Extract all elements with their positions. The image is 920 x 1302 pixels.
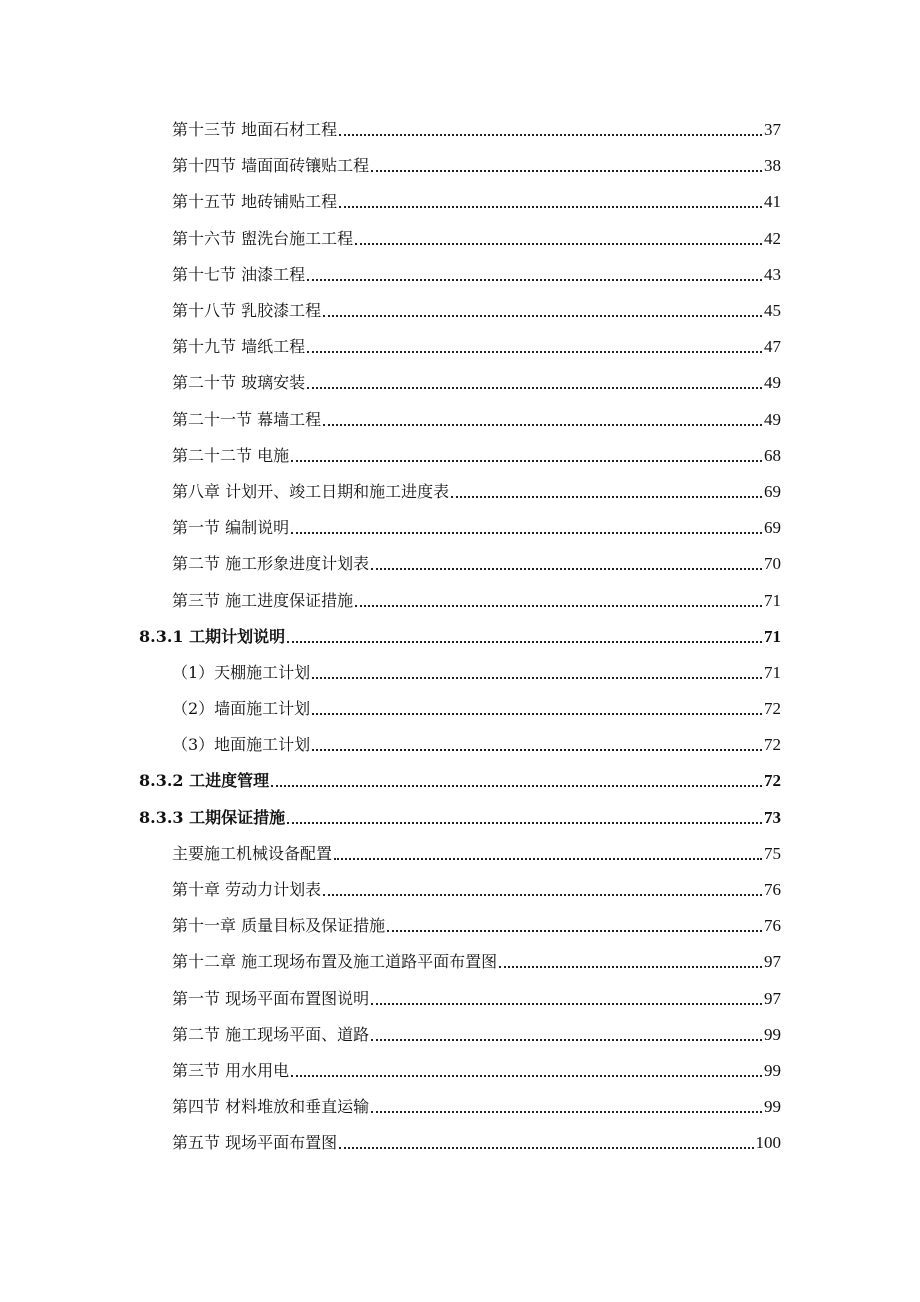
dot-leader (291, 1075, 762, 1077)
toc-entry-page-number: 100 (755, 1133, 781, 1153)
toc-entry-title: （3）地面施工计划 (172, 735, 311, 755)
dot-leader (307, 351, 762, 353)
toc-entry[interactable] (0, 293, 920, 329)
toc-entry[interactable] (0, 148, 920, 184)
toc-entry-page-number: 37 (764, 120, 781, 140)
toc-entry-page-number: 97 (764, 952, 781, 972)
toc-entry[interactable] (0, 329, 920, 365)
toc-entry-title: 第十四节 墙面面砖镶贴工程 (172, 156, 370, 176)
toc-entry-title: （2）墙面施工计划 (172, 699, 311, 719)
dot-leader (371, 1039, 762, 1041)
toc-entry-title: 8.3.1 工期计划说明 (139, 626, 286, 646)
toc-entry-title: 第十五节 地砖铺贴工程 (172, 192, 338, 212)
toc-entry-title: （1）天棚施工计划 (172, 662, 311, 682)
toc-entry-title: 第十章 劳动力计划表 (172, 880, 322, 900)
toc-entry-page-number: 99 (764, 1097, 781, 1117)
toc-entry[interactable] (0, 184, 920, 220)
toc-entry-title: 第十六节 盥洗台施工工程 (172, 228, 354, 248)
toc-entry[interactable] (0, 981, 920, 1017)
toc-entry-title: 第二节 施工现场平面、道路 (172, 1024, 370, 1044)
toc-entry[interactable] (0, 1053, 920, 1089)
toc-entry-title: 第二节 施工形象进度计划表 (172, 554, 370, 574)
toc-entry-page-number: 49 (764, 409, 781, 429)
toc-entry-page-number: 47 (764, 337, 781, 357)
dot-leader (271, 785, 762, 787)
dot-leader (291, 532, 762, 534)
toc-entry-title: 第十三节 地面石材工程 (172, 120, 338, 140)
toc-entry[interactable] (0, 1089, 920, 1125)
toc-entry-page-number: 38 (764, 156, 781, 176)
toc-entry-title: 第十一章 质量目标及保证措施 (172, 916, 386, 936)
toc-entry-page-number: 42 (764, 228, 781, 248)
toc-entry-title: 主要施工机械设备配置 (172, 843, 333, 863)
toc-entry-page-number: 70 (764, 554, 781, 574)
toc-entry[interactable] (0, 691, 920, 727)
toc-entry[interactable] (0, 836, 920, 872)
table-of-contents (0, 112, 920, 1161)
toc-entry-title: 第十二章 施工现场布置及施工道路平面布置图 (172, 952, 498, 972)
toc-entry-page-number: 73 (764, 807, 781, 827)
toc-entry-page-number: 71 (764, 626, 781, 646)
toc-entry-page-number: 75 (764, 843, 781, 863)
dot-leader (287, 641, 762, 643)
toc-entry-page-number: 97 (764, 988, 781, 1008)
toc-entry-page-number: 72 (764, 699, 781, 719)
toc-entry[interactable] (0, 510, 920, 546)
dot-leader (371, 1111, 762, 1113)
toc-entry[interactable] (0, 763, 920, 799)
dot-leader (339, 1147, 753, 1149)
toc-entry[interactable] (0, 546, 920, 582)
dot-leader (307, 387, 762, 389)
toc-entry-title: 第一节 现场平面布置图说明 (172, 988, 370, 1008)
toc-entry-page-number: 99 (764, 1060, 781, 1080)
toc-entry[interactable] (0, 582, 920, 618)
toc-entry-page-number: 99 (764, 1024, 781, 1044)
dot-leader (387, 930, 762, 932)
toc-entry[interactable] (0, 1125, 920, 1161)
dot-leader (355, 243, 762, 245)
toc-entry-title: 8.3.2 工进度管理 (139, 771, 270, 791)
dot-leader (451, 496, 762, 498)
toc-entry-page-number: 68 (764, 445, 781, 465)
toc-entry-page-number: 72 (764, 735, 781, 755)
dot-leader (339, 134, 762, 136)
dot-leader (312, 749, 762, 751)
toc-entry-title: 第八章 计划开、竣工日期和施工进度表 (172, 481, 450, 501)
dot-leader (287, 822, 762, 824)
dot-leader (312, 713, 762, 715)
toc-entry[interactable] (0, 944, 920, 980)
toc-entry-title: 第二十节 玻璃安装 (172, 373, 306, 393)
toc-entry-title: 第三节 施工进度保证措施 (172, 590, 354, 610)
toc-entry[interactable] (0, 619, 920, 655)
toc-entry-title: 第三节 用水用电 (172, 1060, 290, 1080)
toc-entry[interactable] (0, 908, 920, 944)
toc-entry[interactable] (0, 402, 920, 438)
toc-entry-page-number: 45 (764, 301, 781, 321)
dot-leader (355, 605, 762, 607)
toc-entry-page-number: 41 (764, 192, 781, 212)
toc-entry[interactable] (0, 257, 920, 293)
dot-leader (339, 206, 762, 208)
dot-leader (499, 966, 762, 968)
toc-entry-title: 8.3.3 工期保证措施 (139, 807, 286, 827)
dot-leader (371, 568, 762, 570)
toc-entry-title: 第四节 材料堆放和垂直运输 (172, 1097, 370, 1117)
toc-entry[interactable] (0, 365, 920, 401)
toc-entry-title: 第十七节 油漆工程 (172, 264, 306, 284)
toc-entry[interactable] (0, 727, 920, 763)
dot-leader (323, 424, 762, 426)
dot-leader (323, 315, 762, 317)
toc-entry-page-number: 71 (764, 590, 781, 610)
toc-entry-page-number: 72 (764, 771, 781, 791)
toc-entry[interactable] (0, 474, 920, 510)
toc-entry-page-number: 76 (764, 916, 781, 936)
toc-entry-title: 第五节 现场平面布置图 (172, 1133, 338, 1153)
toc-entry-page-number: 43 (764, 264, 781, 284)
toc-entry-page-number: 49 (764, 373, 781, 393)
toc-entry-page-number: 69 (764, 481, 781, 501)
toc-entry[interactable] (0, 800, 920, 836)
toc-entry-page-number: 69 (764, 518, 781, 538)
dot-leader (323, 894, 762, 896)
dot-leader (307, 279, 762, 281)
toc-entry-title: 第一节 编制说明 (172, 518, 290, 538)
toc-entry[interactable] (0, 221, 920, 257)
dot-leader (312, 677, 762, 679)
toc-entry[interactable] (0, 1017, 920, 1053)
toc-entry-title: 第二十一节 幕墙工程 (172, 409, 322, 429)
dot-leader (371, 170, 762, 172)
toc-entry[interactable] (0, 872, 920, 908)
toc-entry[interactable] (0, 112, 920, 148)
dot-leader (291, 460, 762, 462)
dot-leader (334, 858, 762, 860)
toc-entry-title: 第十九节 墙纸工程 (172, 337, 306, 357)
toc-entry-page-number: 76 (764, 880, 781, 900)
toc-entry[interactable] (0, 655, 920, 691)
toc-entry[interactable] (0, 438, 920, 474)
toc-entry-page-number: 71 (764, 662, 781, 682)
toc-entry-title: 第二十二节 电施 (172, 445, 290, 465)
dot-leader (371, 1003, 762, 1005)
toc-entry-title: 第十八节 乳胶漆工程 (172, 301, 322, 321)
